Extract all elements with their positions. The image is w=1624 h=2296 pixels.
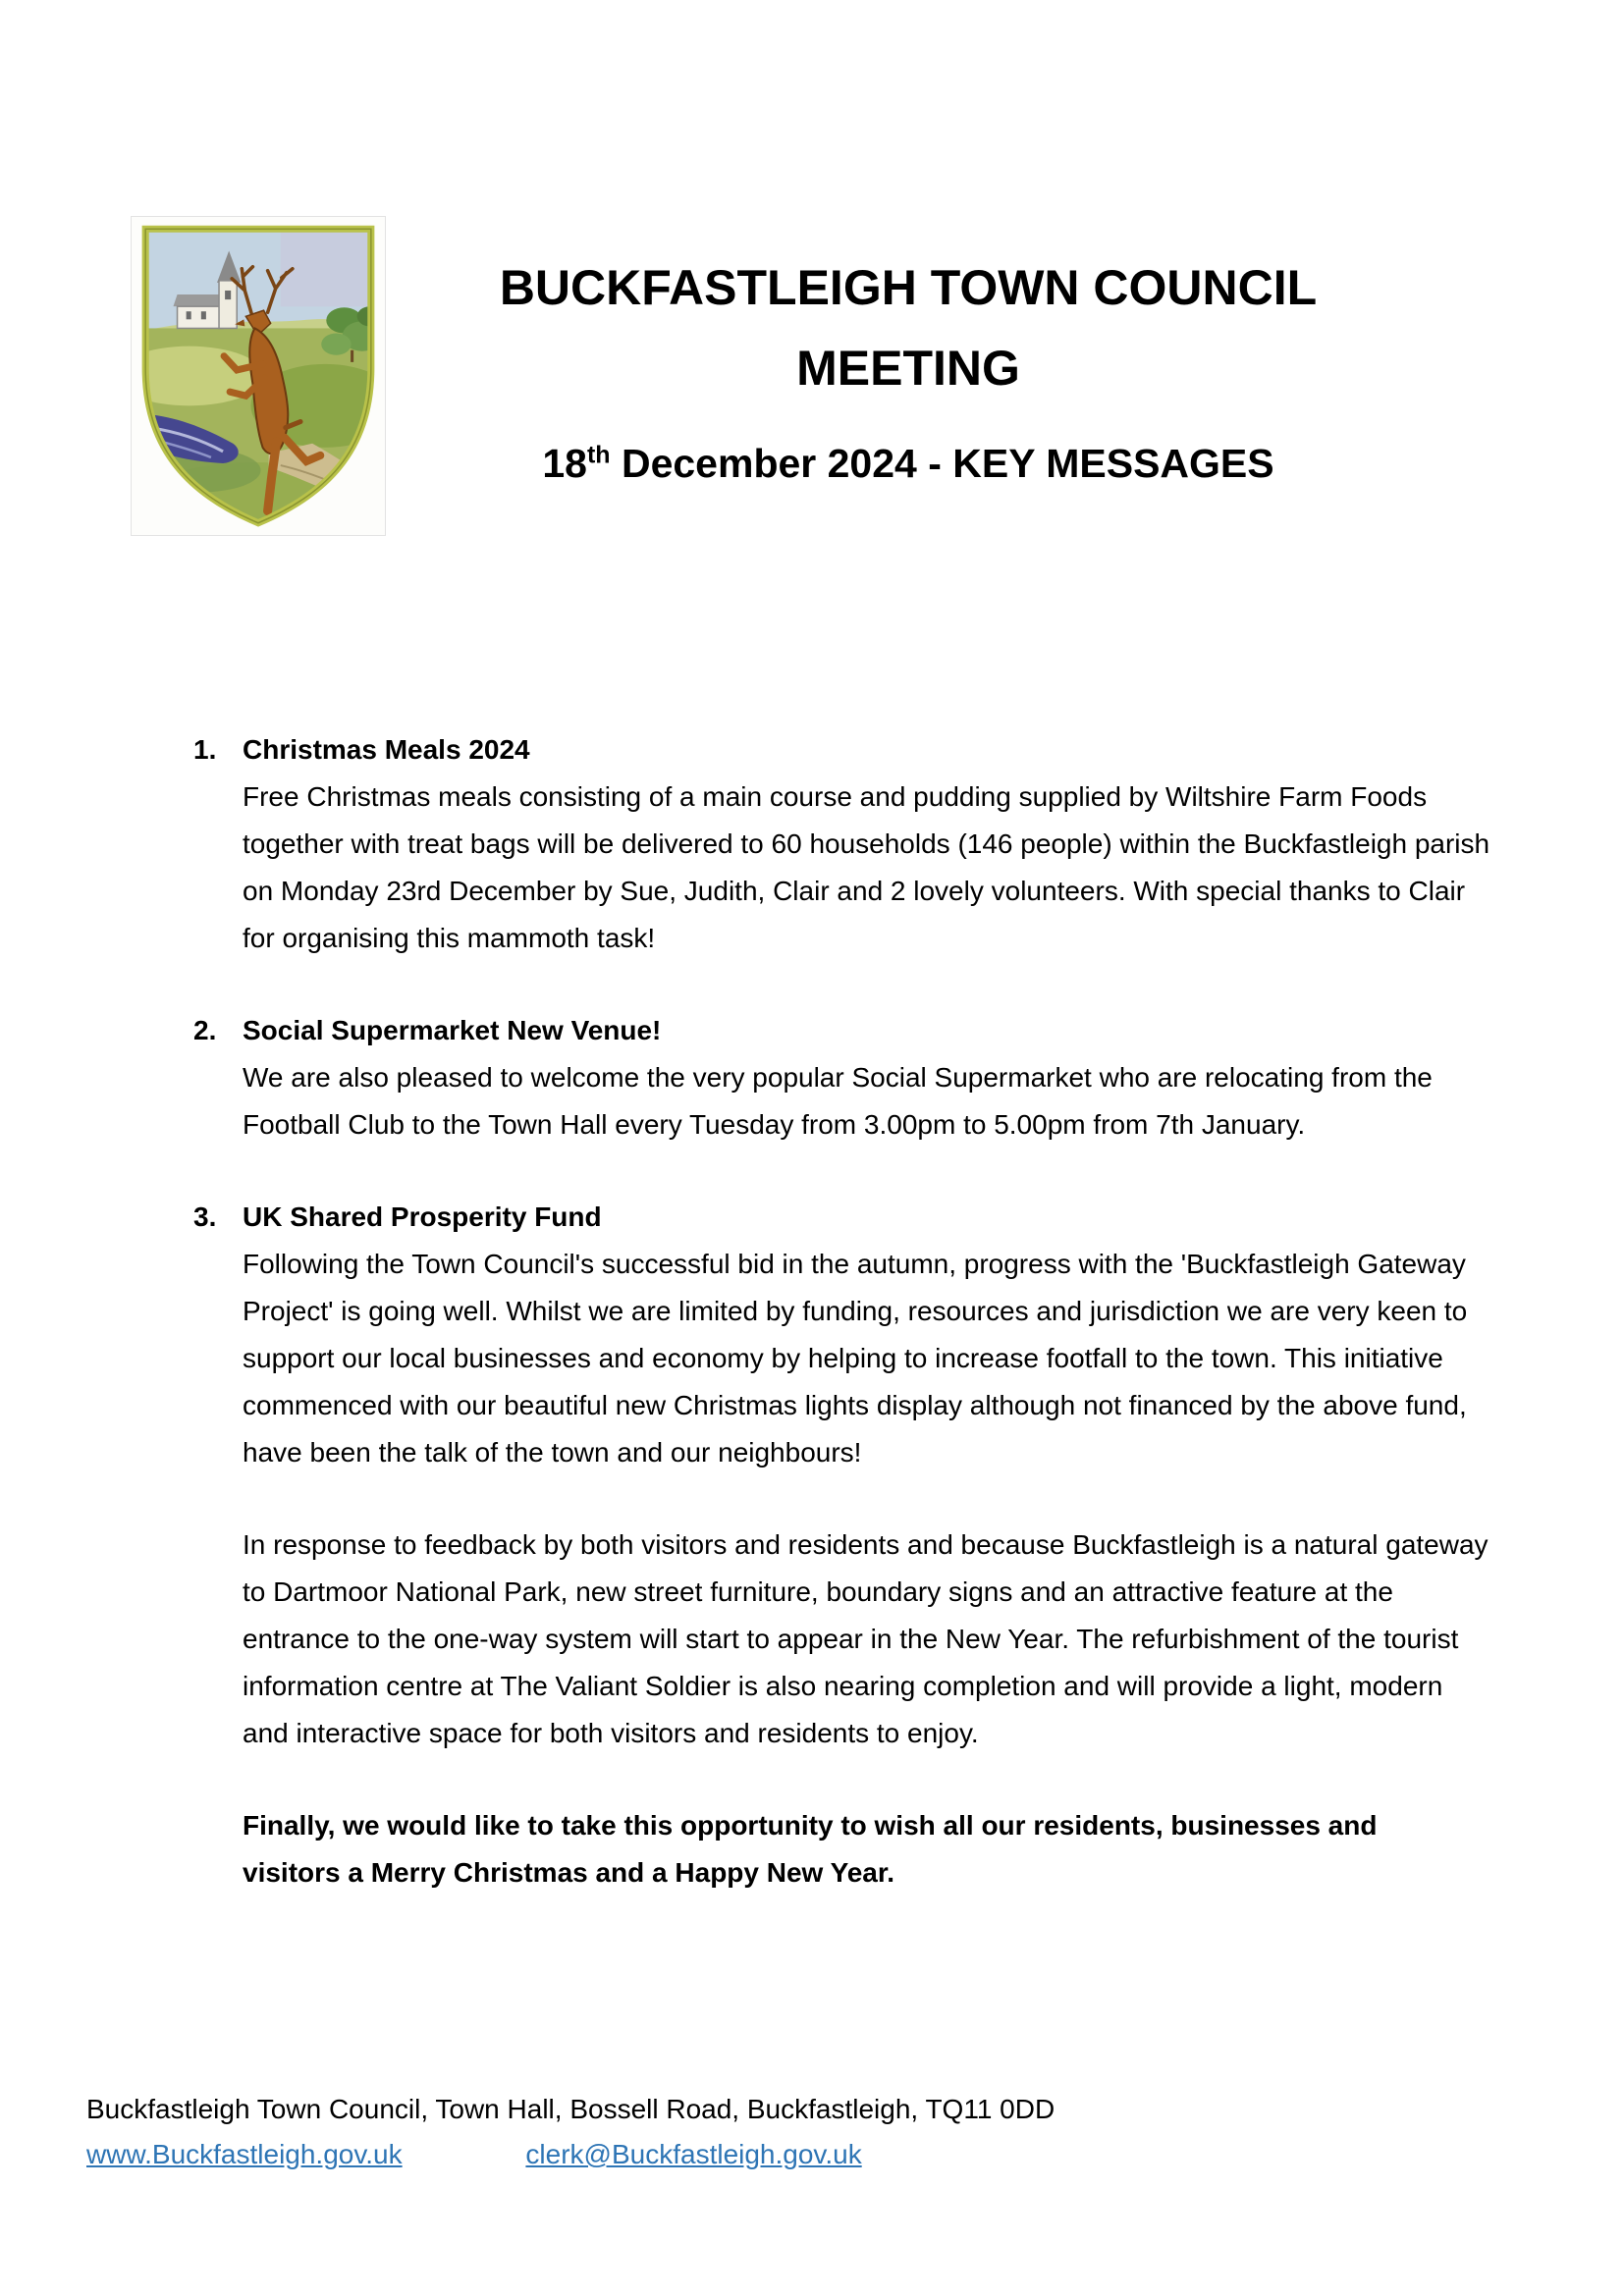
page-title: [412, 247, 1404, 408]
section-prosperity-fund: [193, 1194, 1495, 1757]
buckfastleigh-crest-logo: [131, 216, 386, 536]
section-number: 1.: [193, 734, 217, 765]
section-heading: Social Supermarket New Venue!: [243, 1015, 662, 1045]
subtitle-rest: December 2024 - KEY MESSAGES: [610, 441, 1274, 486]
page-subtitle: [412, 438, 1404, 489]
town-crest-icon: [132, 217, 385, 535]
section-paragraph: In response to feedback by both visitors and residents and because Buckfastleigh is a natural gateway to Dartmoor National Park, new street furniture, boundary signs and an attractive feature at the entrance to the one-way system will start to appear in the New Year. The refurbishment of the tourist information centre at The Valiant Soldier is also nearing completion and will provide a light, modern and interactive space for both visitors and residents to enjoy.: [243, 1529, 1489, 1748]
section-paragraph: Free Christmas meals consisting of a main course and pudding supplied by Wiltshire Farm Foods together with treat bags will be delivered to 60 households (146 people) within the Buckfastleigh parish on Monday 23rd December by Sue, Judith, Clair and 2 lovely volunteers. With special thanks to Clair for organising this mammoth task!: [243, 781, 1490, 953]
section-heading: Christmas Meals 2024: [243, 734, 530, 765]
section-number: 2.: [193, 1015, 217, 1045]
footer-address: Buckfastleigh Town Council, Town Hall, Bossell Road, Buckfastleigh, TQ11 0DD: [86, 2094, 1056, 2124]
section-heading: UK Shared Prosperity Fund: [243, 1201, 602, 1232]
footer: [86, 2087, 1055, 2177]
email-link[interactable]: clerk@Buckfastleigh.gov.uk: [525, 2139, 862, 2169]
footer-links: [86, 2132, 1055, 2177]
header-title-block: [412, 247, 1404, 489]
closing-message: Finally, we would like to take this opportunity to wish all our residents, businesses and visitors a Merry Christmas and a Happy New Year.: [243, 1810, 1378, 1888]
website-link[interactable]: www.Buckfastleigh.gov.uk: [86, 2139, 403, 2169]
section-paragraph: Following the Town Council's successful bid in the autumn, progress with the 'Buckfastleigh Gateway Project' is going well. Whilst we are limited by funding, resources and jurisdiction we are very keen to support our local businesses and economy by helping to increase footfall to the town. This initiative commenced with our beautiful new Christmas lights display although not financed by the above fund, have been the talk of the town and our neighbours!: [243, 1249, 1468, 1468]
section-christmas-meals: [193, 726, 1495, 962]
section-number: 3.: [193, 1201, 217, 1232]
key-messages-list: [193, 726, 1495, 1896]
section-paragraph: We are also pleased to welcome the very popular Social Supermarket who are relocating from the Football Club to the Town Hall every Tuesday from 3.00pm to 5.00pm from 7th January.: [243, 1062, 1433, 1140]
subtitle-ordinal: th: [586, 441, 611, 469]
title-line-1: BUCKFASTLEIGH TOWN COUNCIL: [499, 260, 1318, 315]
title-line-2: MEETING: [796, 341, 1020, 396]
section-social-supermarket: [193, 1007, 1495, 1148]
subtitle-day: 18: [542, 441, 587, 486]
